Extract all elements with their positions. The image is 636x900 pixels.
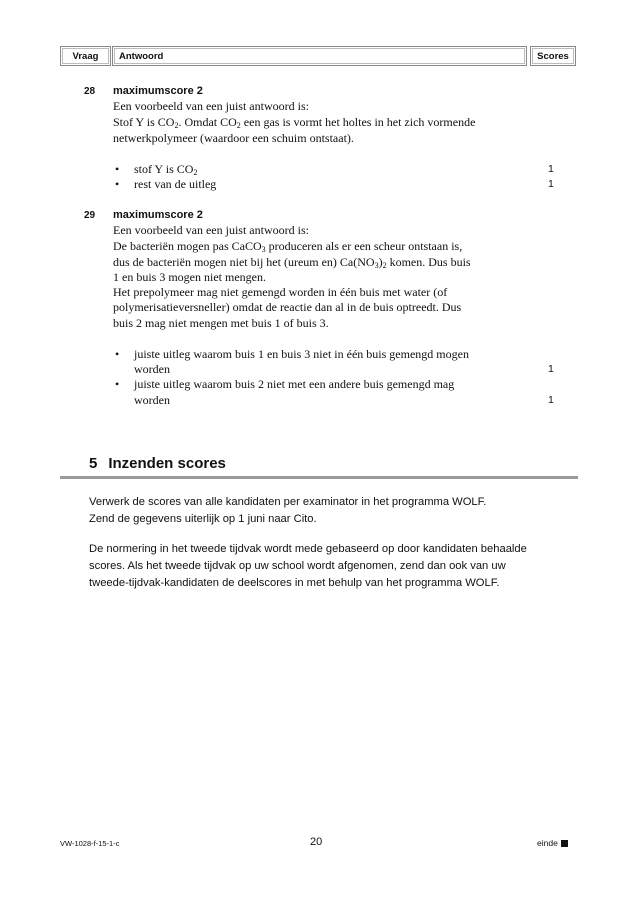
header-scores [530, 46, 576, 66]
section-divider [60, 476, 578, 479]
header-vraag [60, 46, 111, 66]
score-criterion: worden [134, 393, 170, 407]
paragraph-line: scores. Als het tweede tijdvak op uw school wordt afgenomen, zend dan ook van uw [89, 560, 506, 572]
answer-intro: Een voorbeeld van een juist antwoord is: [113, 223, 309, 237]
header-antwoord [112, 46, 527, 66]
criterion-score: 1 [548, 363, 554, 375]
bullet-marker: • [115, 347, 120, 361]
answer-line: netwerkpolymeer (waardoor een schuim ontstaat). [113, 131, 354, 145]
question-max-score: maximumscore 2 [113, 85, 203, 97]
end-marker [537, 838, 568, 848]
header-scores-label: Scores [537, 51, 569, 62]
section-heading [89, 455, 226, 472]
criterion-score: 1 [548, 178, 554, 190]
score-criterion: stof Y is $CO_2$ [134, 162, 198, 177]
answer-line: De bacteriën mogen pas CaCO$_3$ produceren als er een scheur ontstaan is, [113, 239, 463, 254]
answer-line: Stof Y is $CO_2$. Omdat $CO_2$ een gas is vormt het holtes in het zich vormende [113, 115, 476, 130]
criterion-score: 1 [548, 394, 554, 406]
section-title: Inzenden scores [108, 455, 226, 472]
end-label: einde [537, 838, 558, 848]
score-criterion: juiste uitleg waarom buis 1 en buis 3 niet in één buis gemengd mogen [134, 347, 469, 361]
score-criterion: worden [134, 362, 170, 376]
score-criterion: rest van de uitleg [134, 177, 217, 191]
question-max-score: maximumscore 2 [113, 209, 203, 221]
answer-line: buis 2 mag niet mengen met buis 1 of buis 3. [113, 316, 329, 330]
end-square-icon [561, 840, 568, 847]
answer-line: 1 en buis 3 mogen niet mengen. [113, 270, 266, 284]
document-code: VW-1028-f-15-1-c [60, 839, 120, 848]
answer-line: Het prepolymeer mag niet gemengd worden in één buis met water (of [113, 285, 448, 299]
page-number: 20 [310, 836, 323, 848]
section-number: 5 [89, 455, 98, 472]
bullet-marker: • [115, 162, 120, 176]
header-antwoord-label: Antwoord [119, 51, 164, 62]
paragraph-line: Zend de gegevens uiterlijk op 1 juni naar Cito. [89, 513, 317, 525]
header-vraag-label: Vraag [72, 51, 99, 62]
answer-line: polymerisatieversneller) omdat de reactie dan al in de buis optreedt. Dus [113, 300, 462, 314]
paragraph-line: Verwerk de scores van alle kandidaten per examinator in het programma WOLF. [89, 496, 487, 508]
answer-line: dus de bacteriën mogen niet bij het (ureum en) $Ca(NO_3)_2$ komen. Dus buis [113, 255, 471, 270]
bullet-marker: • [115, 377, 120, 391]
criterion-score: 1 [548, 163, 554, 175]
paragraph-line: tweede-tijdvak-kandidaten de deelscores in met behulp van het programma WOLF. [89, 577, 500, 589]
answer-intro: Een voorbeeld van een juist antwoord is: [113, 99, 309, 113]
question-number: 28 [84, 86, 96, 97]
paragraph-line: De normering in het tweede tijdvak wordt mede gebaseerd op door kandidaten behaalde [89, 543, 527, 555]
bullet-marker: • [115, 177, 120, 191]
score-criterion: juiste uitleg waarom buis 2 niet met een andere buis gemengd mag [134, 377, 455, 391]
question-number: 29 [84, 210, 96, 221]
